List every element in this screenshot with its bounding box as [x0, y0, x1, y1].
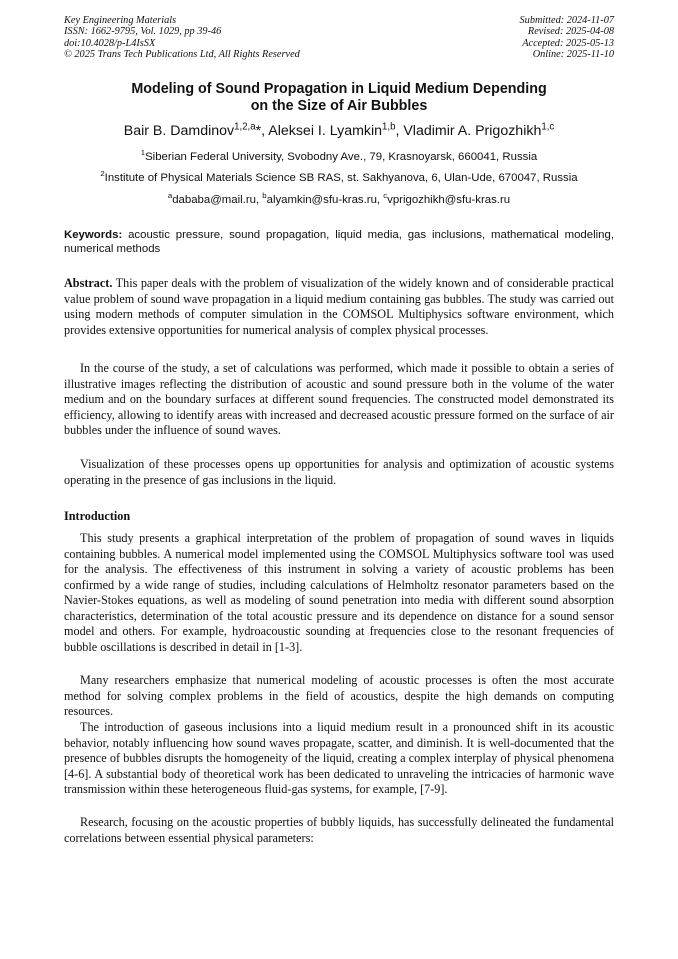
corresponding-mark: *, [255, 123, 269, 139]
online-date: Online: 2025-11-10 [532, 48, 614, 60]
author-name: Bair B. Damdinov [123, 123, 235, 139]
abstract-paragraph-1 [64, 276, 614, 338]
author-separator: , [395, 123, 404, 139]
email-link[interactable]: vprigozhikh@sfu-kras.ru [387, 194, 511, 206]
introduction-paragraph-4: Research, focusing on the acoustic properties of bubbly liquids, has successfully delineated the fundamental correlations between essential physical parameters: [64, 815, 614, 845]
abstract-text: This paper deals with the problem of visualization of the widely known and of considerable practical value problem of sound wave propagation in a liquid medium containing gas bubbles. The study was carried out using modern methods of computer simulation in the COMSOL Multiphysics software environment, which provides extensive opportunities for numerical analysis of complex physical processes. [64, 276, 614, 337]
header-right [520, 15, 614, 60]
author-emails [40, 191, 638, 206]
author-name: Aleksei I. Lyamkin [268, 123, 383, 139]
journal-name: Key Engineering Materials [64, 15, 177, 26]
abstract-label: Abstract. [64, 276, 113, 290]
affiliation-number: 2 [100, 169, 105, 179]
email-link[interactable]: alyamkin@sfu-kras.ru, [266, 194, 384, 206]
introduction-paragraph-2: Many researchers emphasize that numerical modeling of acoustic processes is often the most accurate method for solving complex problems in the field of acoustics, despite the high demands on computing resources. [64, 673, 614, 718]
copyright-line: © 2025 Trans Tech Publications Ltd, All Rights Reserved [64, 48, 300, 60]
email-mark: c [383, 191, 388, 201]
title-line-2: on the Size of Air Bubbles [250, 98, 428, 114]
affiliation-1 [40, 148, 638, 163]
section-heading-introduction: Introduction [64, 509, 131, 523]
keywords-text: acoustic pressure, sound propagation, liquid media, gas inclusions, mathematical modeling, numerical methods [64, 229, 614, 255]
abstract-paragraph-2: In the course of the study, a set of calculations was performed, which made it possible to obtain a series of illustrative images reflecting the distribution of acoustic and sound pressure both in the volume of the water medium and on the boundary surfaces at different sound frequencies. The constructed model demonstrated its efficiency, allowing to identify areas with increased and decreased acoustic pressure formed on the surface of air bubbles under the influence of sound waves. [64, 361, 614, 437]
author-affiliation-mark: 1,c [541, 121, 555, 133]
introduction-paragraph-3: The introduction of gaseous inclusions into a liquid medium result in a pronounced shift in its acoustic behavior, notably influencing how sound waves propagate, scatter, and diminish. It is well-documented that the presence of bubbles disrupts the homogeneity of the liquid, creating a complex interplay of physical phenomena [4-6]. A substantial body of theoretical work has been dedicated to unraveling the intricacies of harmonic wave transmission within these heterogeneous fluid-gas systems, for example, [7-9]. [64, 720, 614, 796]
affiliation-2 [40, 169, 638, 184]
issn-line: ISSN: 1662-9795, Vol. 1029, pp 39-46 [64, 26, 222, 38]
paper-title [64, 81, 614, 115]
submitted-date: Submitted: 2024-11-07 [519, 15, 614, 26]
affiliation-text: Institute of Physical Materials Science SB RAS, st. Sakhyanova, 6, Ulan-Ude, 670047, Russia [104, 172, 578, 184]
affiliation-text: Siberian Federal University, Svobodny Ave., 79, Krasnoyarsk, 660041, Russia [145, 151, 538, 163]
author-affiliation-mark: 1,b [382, 121, 396, 133]
keywords-block [64, 228, 614, 256]
author-list [40, 123, 638, 139]
doi-line[interactable]: doi:10.4028/p-L4IsSX [64, 37, 156, 49]
title-line-1: Modeling of Sound Propagation in Liquid Medium Depending [131, 81, 547, 97]
accepted-date: Accepted: 2025-05-13 [522, 37, 614, 49]
author-name: Vladimir A. Prigozhikh [403, 123, 542, 139]
revised-date: Revised: 2025-04-08 [527, 26, 614, 38]
abstract-paragraph-3: Visualization of these processes opens up opportunities for analysis and optimization of acoustic systems operating in the presence of gas inclusions in the liquid. [64, 457, 614, 487]
affiliation-number: 1 [140, 148, 146, 158]
author-affiliation-mark: 1,2,a [234, 121, 256, 133]
email-mark: b [262, 191, 267, 201]
email-mark: a [167, 191, 173, 201]
keywords-label: Keywords: [64, 229, 123, 241]
header-left [64, 15, 300, 60]
introduction-paragraph-1: This study presents a graphical interpretation of the problem of propagation of sound waves in liquids containing bubbles. A numerical model implemented using the COMSOL Multiphysics software tool was used for the analysis. The effectiveness of this instrument in solving a variety of acoustic problems has been confirmed by a wide range of studies, including calculations of Helmholtz resonator parameters based on the Navier-Stokes equations, as well as modeling of sound penetration into media with different sound absorption characteristics, determination of the total acoustic pressure and its dependence on distance for a sound sensor model and others. For example, hydroacoustic sounding at frequencies close to the resonant frequencies of bubble oscillations is described in detail in [1-3]. [64, 531, 614, 654]
email-link[interactable]: dababa@mail.ru, [172, 194, 263, 206]
